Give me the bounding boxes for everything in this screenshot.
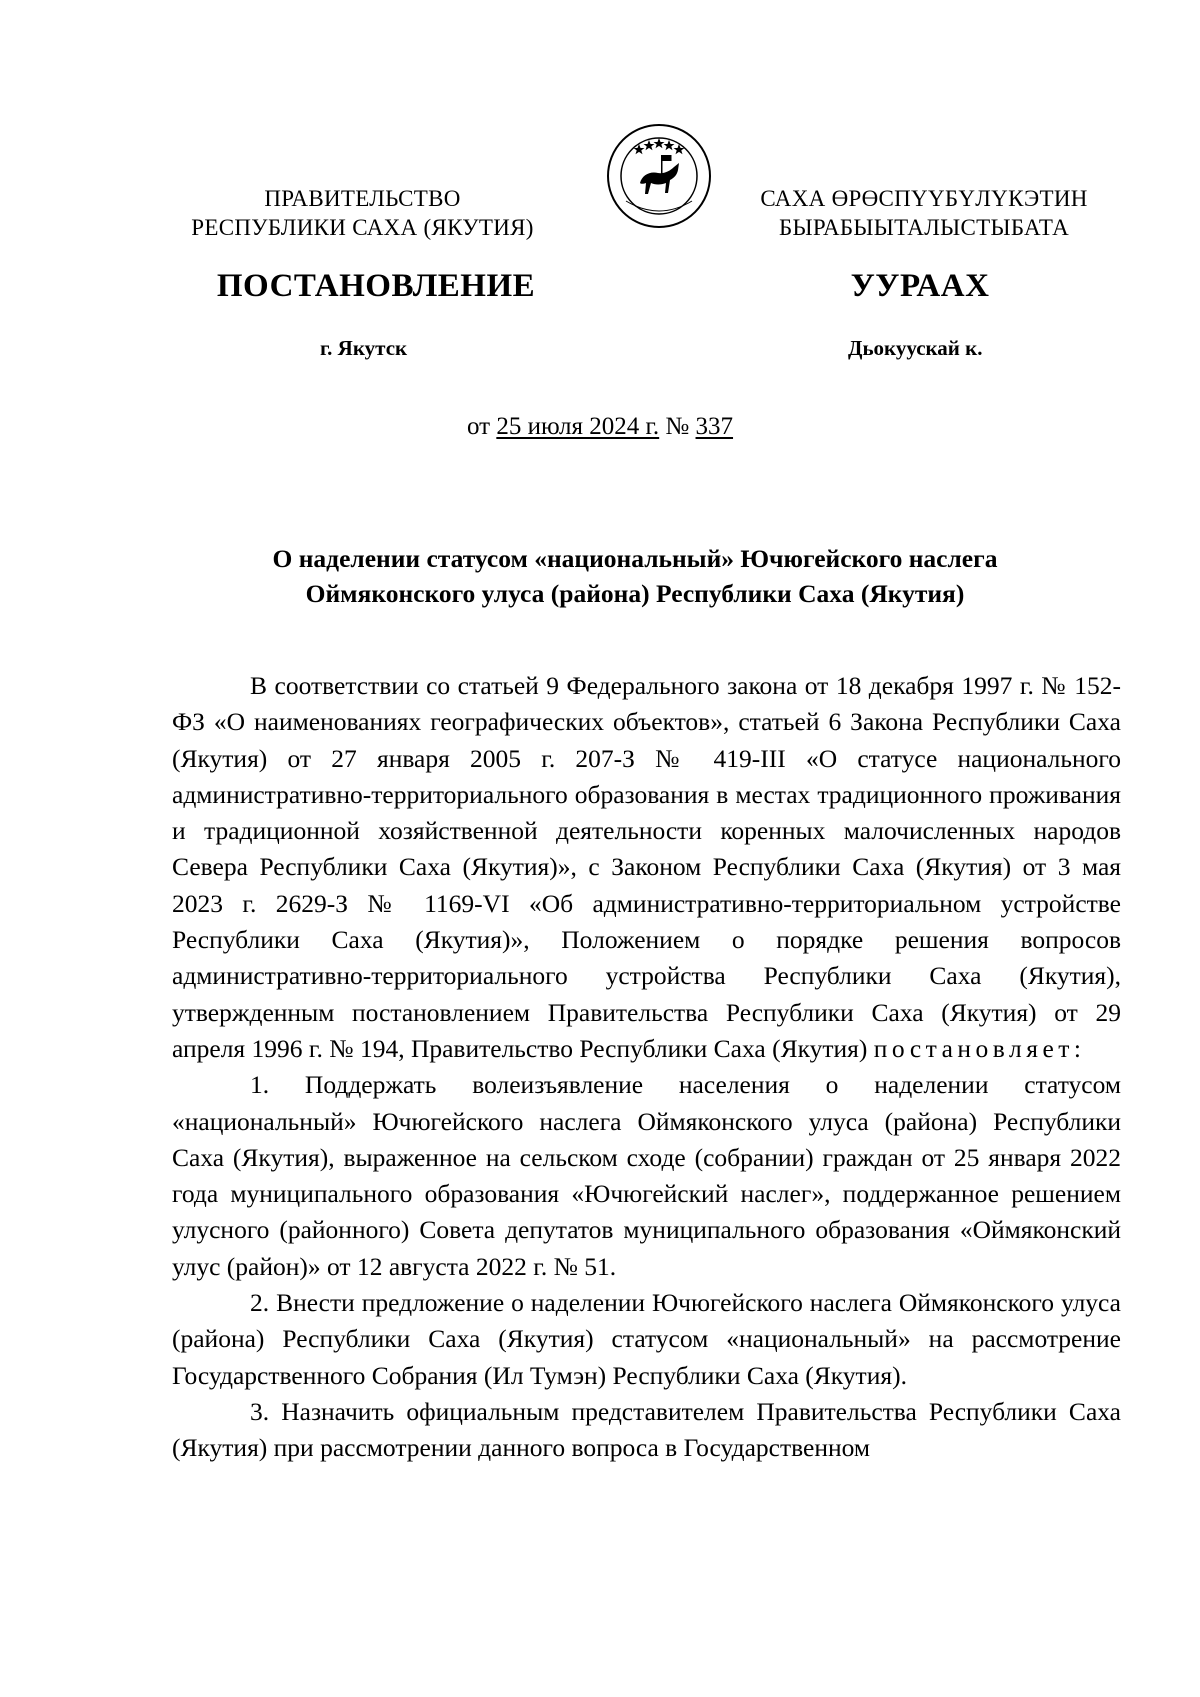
- number-sign: №: [659, 413, 696, 440]
- government-name-sakha: [738, 184, 1110, 242]
- clause-1-paragraph: 1. Поддержать волеизъявление населения о наделении статусом «национальный» Ючюгейского наслега Оймяконского улуса (района) Республики Саха (Якутия), выраженное на сельском сходе (собрании) граждан от 25 января 2022 года муниципального образования «Ючюгейский наслег», поддержанное решением улусного (районного) Совета депутатов муниципального образования «Оймяконский улус (район)» от 12 августа 2022 г. № 51.: [172, 1070, 1121, 1281]
- document-type-sakha: УУРААХ: [850, 268, 990, 304]
- government-name-sakha-line1: САХА ӨРӨСПҮҮБҮЛҮКЭТИН: [760, 186, 1088, 211]
- title-line2: Оймяконского улуса (района) Республики Саха (Якутия): [305, 579, 965, 608]
- government-name-sakha-line2: БЫРАБЫЫТАЛЫСТЫБАТА: [778, 215, 1070, 240]
- document-number: 337: [695, 413, 734, 440]
- coat-of-arms-emblem-icon: [606, 123, 712, 229]
- city-sakha: Дьокуускай к.: [848, 336, 983, 360]
- preamble-text: В соответствии со статьей 9 Федерального закона от 18 декабря 1997 г. № 152-ФЗ «О наименованиях географических объектов», статьей 6 Закона Республики Саха (Якутия) от 27 января 2005 г. 207-З № 419-III «О статусе национального административно-территориального образования в местах традиционного проживания и традиционной хозяйственной деятельности коренных малочисленных народов Севера Республики Саха (Якутия)», с Законом Республики Саха (Якутия) от 3 мая 2023 г. 2629-З № 1169-VI «Об административно-территориальном устройстве Республики Саха (Якутия)», Положением о порядке решения вопросов административно-территориального устройства Республики Саха (Якутия), утвержденным постановлением Правительства Республики Саха (Якутия) от 29 апреля 1996 г. № 194, Правительство Республики Саха (Якутия): [172, 671, 1121, 1063]
- preamble-paragraph: [172, 668, 1121, 1067]
- document-type-russian: ПОСТАНОВЛЕНИЕ: [216, 268, 536, 304]
- document-date: 25 июля 2024 г.: [496, 413, 660, 440]
- document-body: [172, 668, 1121, 1467]
- resolves-word: постановляет:: [873, 1033, 1086, 1063]
- government-name-russian: [170, 184, 555, 242]
- government-name-line2: РЕСПУБЛИКИ САХА (ЯКУТИЯ): [191, 215, 534, 240]
- title-line1: О наделении статусом «национальный» Ючюгейского наслега: [272, 544, 998, 573]
- document-date-number: [0, 413, 1200, 441]
- clause-2-paragraph: 2. Внести предложение о наделении Ючюгейского наслега Оймяконского улуса (района) Республики Саха (Якутия) статусом «национальный» на рассмотрение Государственного Собрания (Ил Тумэн) Республики Саха (Якутия).: [172, 1288, 1121, 1390]
- document-title: [170, 541, 1100, 611]
- government-name-line1: ПРАВИТЕЛЬСТВО: [264, 186, 461, 211]
- clause-3-paragraph: 3. Назначить официальным представителем Правительства Республики Саха (Якутия) при рассмотрении данного вопроса в Государственном: [172, 1396, 1121, 1463]
- date-prefix: от: [466, 413, 497, 440]
- city-russian: г. Якутск: [320, 336, 408, 360]
